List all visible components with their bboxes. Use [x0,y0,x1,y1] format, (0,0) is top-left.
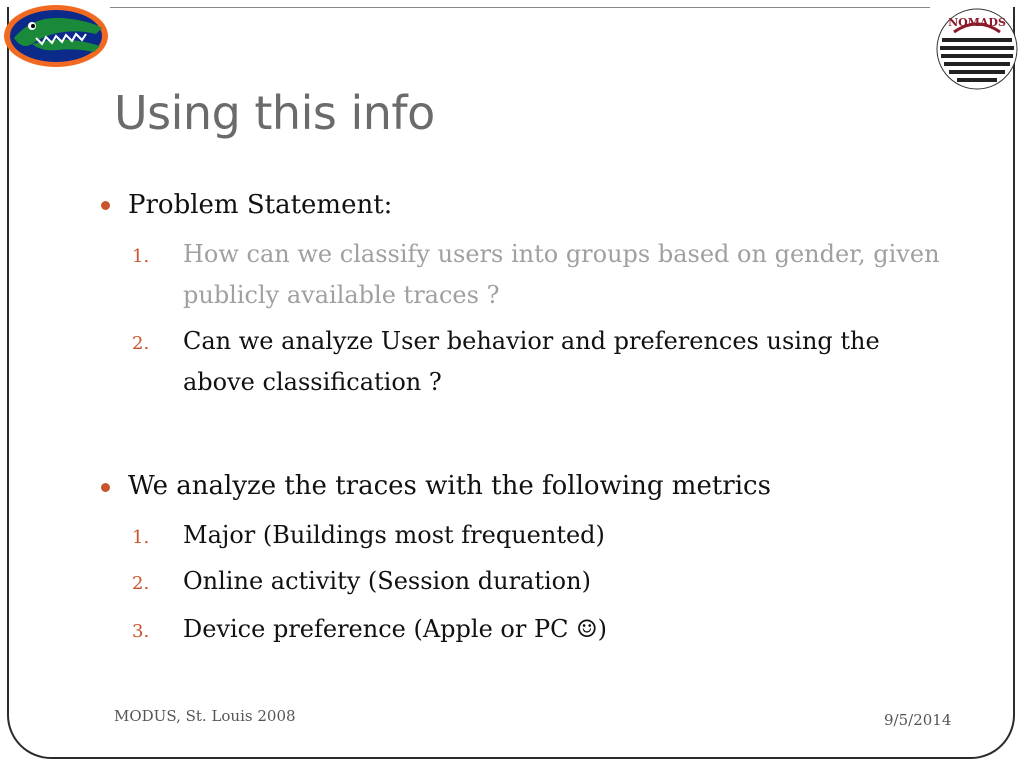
footer-conference: MODUS, St. Louis 2008 [114,707,296,725]
list-item-text: Online activity (Session duration) [183,567,591,595]
bullet-dot [101,483,110,492]
list-item-text: Device preference (Apple or PC ☺) [183,615,607,643]
nomads-logo-text: NOMADS [948,16,1006,29]
list-number: 3. [132,621,150,642]
list-item-text: Major (Buildings most frequented) [183,521,605,549]
list-item-text: Can we analyze User behavior and preferences using the above classification ? [183,327,880,396]
footer-date: 9/5/2014 [884,711,952,729]
list-number: 2. [132,333,150,354]
list-number: 1. [132,246,150,267]
list-number: 1. [132,527,150,548]
section-heading-problem: Problem Statement: [128,190,393,220]
section-heading-metrics: We analyze the traces with the following metrics [128,471,771,501]
list-number: 2. [132,573,150,594]
slide-title: Using this info [114,86,435,140]
bullet-dot [101,201,110,210]
nomads-logo-icon [934,4,1020,90]
list-item-text: How can we classify users into groups based on gender, given publicly available traces ? [183,240,940,309]
gator-logo-icon [2,2,110,70]
slide-top-rule [110,7,930,8]
